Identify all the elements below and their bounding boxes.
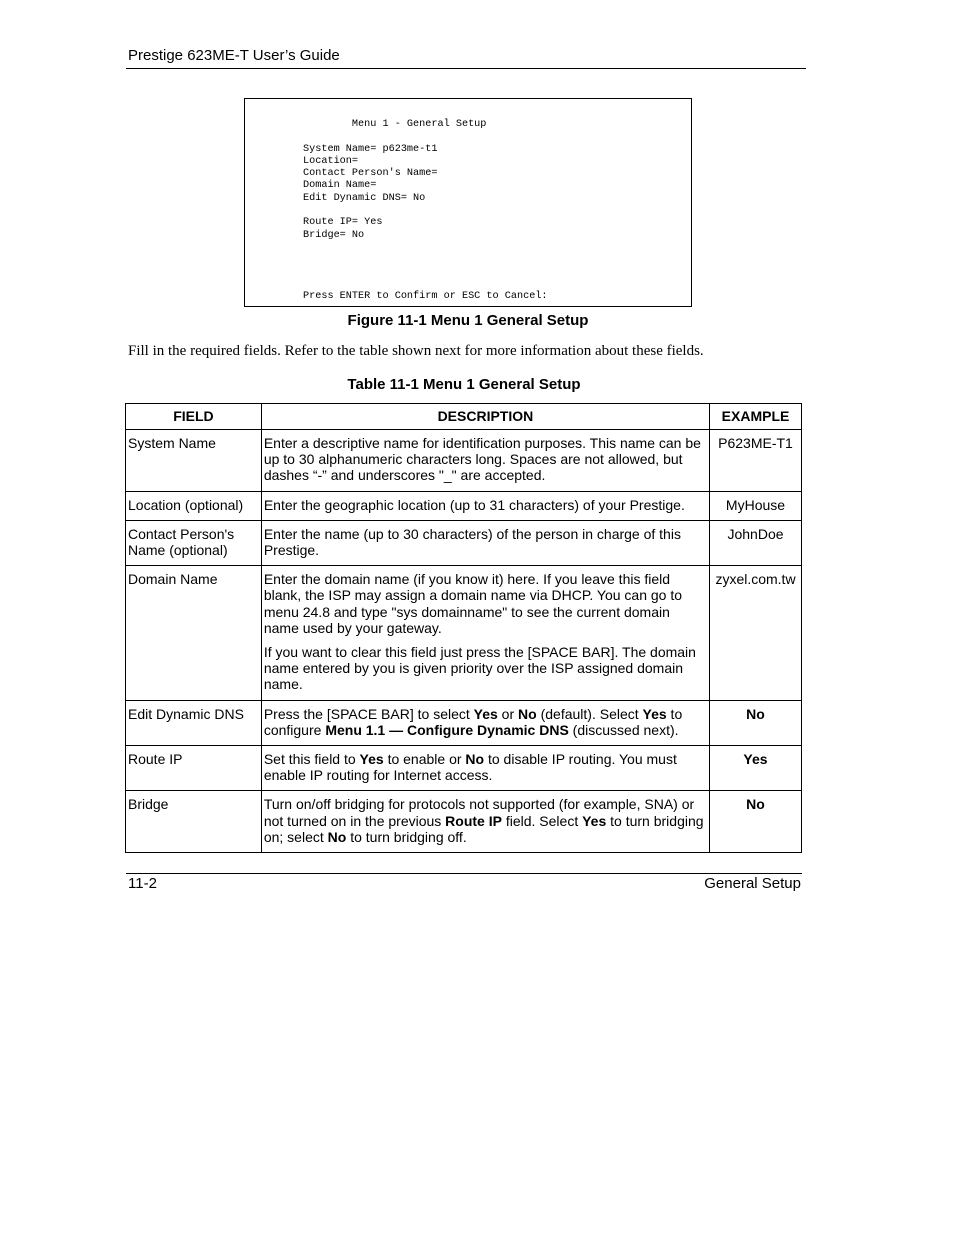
desc-keyword: Yes <box>359 751 384 768</box>
field-name: Bridge <box>126 791 262 853</box>
screen-line: Edit Dynamic DNS= No <box>303 192 426 204</box>
screen-line: Bridge= No <box>303 229 365 241</box>
general-setup-table <box>125 403 802 853</box>
column-header-field: FIELD <box>126 404 262 430</box>
field-description <box>261 566 709 700</box>
desc-text: to disable IP routing. You must enable IP routing for Internet access. <box>263 751 677 784</box>
field-name: Route IP <box>126 746 262 791</box>
table-row <box>126 491 802 520</box>
table-row <box>126 700 802 745</box>
field-description <box>261 430 709 492</box>
desc-text: or <box>497 705 519 722</box>
field-description <box>261 791 709 853</box>
desc-keyword: Yes <box>473 705 498 722</box>
column-header-example: EXAMPLE <box>710 404 802 430</box>
footer-rule <box>126 873 802 874</box>
description-paragraph: Enter a descriptive name for identification purposes. This name can be up to 30 alphanumeric characters long. Spaces are not allowed, but dashes “-” and underscores "_" are accepted. <box>263 435 701 484</box>
table-row <box>126 520 802 565</box>
table-row <box>126 746 802 791</box>
screen-line: Domain Name= <box>303 180 377 192</box>
screen-line: Menu 1 - General Setup <box>303 119 487 130</box>
desc-text: Set this field to <box>263 751 360 768</box>
field-name: Edit Dynamic DNS <box>126 700 262 745</box>
screen-line: Press ENTER to Confirm or ESC to Cancel: <box>303 291 548 303</box>
header-title: Prestige 623ME-T User’s Guide <box>128 47 340 64</box>
table-caption: Table 11-1 Menu 1 General Setup <box>347 376 581 393</box>
screen-line: Route IP= Yes <box>303 217 383 229</box>
desc-text: (default). Select <box>536 705 643 722</box>
description-paragraph: Enter the domain name (if you know it) here. If you leave this field blank, the ISP may assign a domain name via DHCP. You can go to menu 24.8 and type "sys domainname" to see the current domain name used by your gateway. <box>263 571 683 636</box>
table-row <box>126 430 802 492</box>
desc-keyword: Route IP <box>445 812 502 829</box>
screen-line: System Name= p623me-t1 <box>303 143 438 155</box>
desc-keyword: No <box>327 828 347 845</box>
field-example: zyxel.com.tw <box>710 566 802 700</box>
desc-text: (discussed next). <box>568 721 679 738</box>
intro-text: Fill in the required fields. Refer to the table shown next for more information about these fields. <box>128 343 704 359</box>
desc-text: to configure <box>263 705 683 738</box>
field-name: System Name <box>126 430 262 492</box>
field-description <box>261 746 709 791</box>
desc-keyword: Yes <box>582 812 607 829</box>
field-description <box>261 491 709 520</box>
field-name: Domain Name <box>126 566 262 700</box>
menu-screen-text <box>303 119 548 303</box>
footer-section-title: General Setup <box>704 875 801 892</box>
field-description <box>261 700 709 745</box>
field-example: No <box>710 700 802 745</box>
field-example: MyHouse <box>710 491 802 520</box>
desc-text: Turn on/off bridging for protocols not supported (for example, SNA) or not turned on in the previous <box>263 796 695 829</box>
desc-keyword: No <box>518 705 537 722</box>
description-paragraph: Enter the geographic location (up to 31 characters) of your Prestige. <box>263 496 685 513</box>
desc-text: field. Select <box>501 812 583 829</box>
desc-text: to turn bridging on; select <box>263 812 704 845</box>
field-name: Contact Person's Name (optional) <box>126 520 262 565</box>
figure-caption: Figure 11-1 Menu 1 General Setup <box>347 312 589 329</box>
field-name: Location (optional) <box>126 491 262 520</box>
screen-line: Contact Person's Name= <box>303 168 438 180</box>
desc-keyword: Menu 1.1 — Configure Dynamic DNS <box>325 721 569 738</box>
desc-text: to enable or <box>383 751 466 768</box>
header-rule <box>126 68 806 69</box>
table-row <box>126 791 802 853</box>
field-example: Yes <box>710 746 802 791</box>
table-row <box>126 566 802 700</box>
desc-text: to turn bridging off. <box>346 828 467 845</box>
table-header-row <box>126 404 802 430</box>
desc-keyword: Yes <box>642 705 667 722</box>
description-paragraph: Enter the name (up to 30 characters) of the person in charge of this Prestige. <box>263 525 681 559</box>
desc-text: Press the [SPACE BAR] to select <box>263 705 474 722</box>
desc-keyword: No <box>465 751 485 768</box>
field-description <box>261 520 709 565</box>
column-header-description: DESCRIPTION <box>261 404 709 430</box>
menu-screen-figure <box>244 98 692 307</box>
field-example: JohnDoe <box>710 520 802 565</box>
page-number: 11-2 <box>128 875 157 892</box>
screen-line: Location= <box>303 155 359 167</box>
field-example: P623ME-T1 <box>710 430 802 492</box>
description-paragraph: If you want to clear this field just press the [SPACE BAR]. The domain name entered by you is given priority over the ISP assigned domain name. <box>263 644 696 693</box>
field-example: No <box>710 791 802 853</box>
